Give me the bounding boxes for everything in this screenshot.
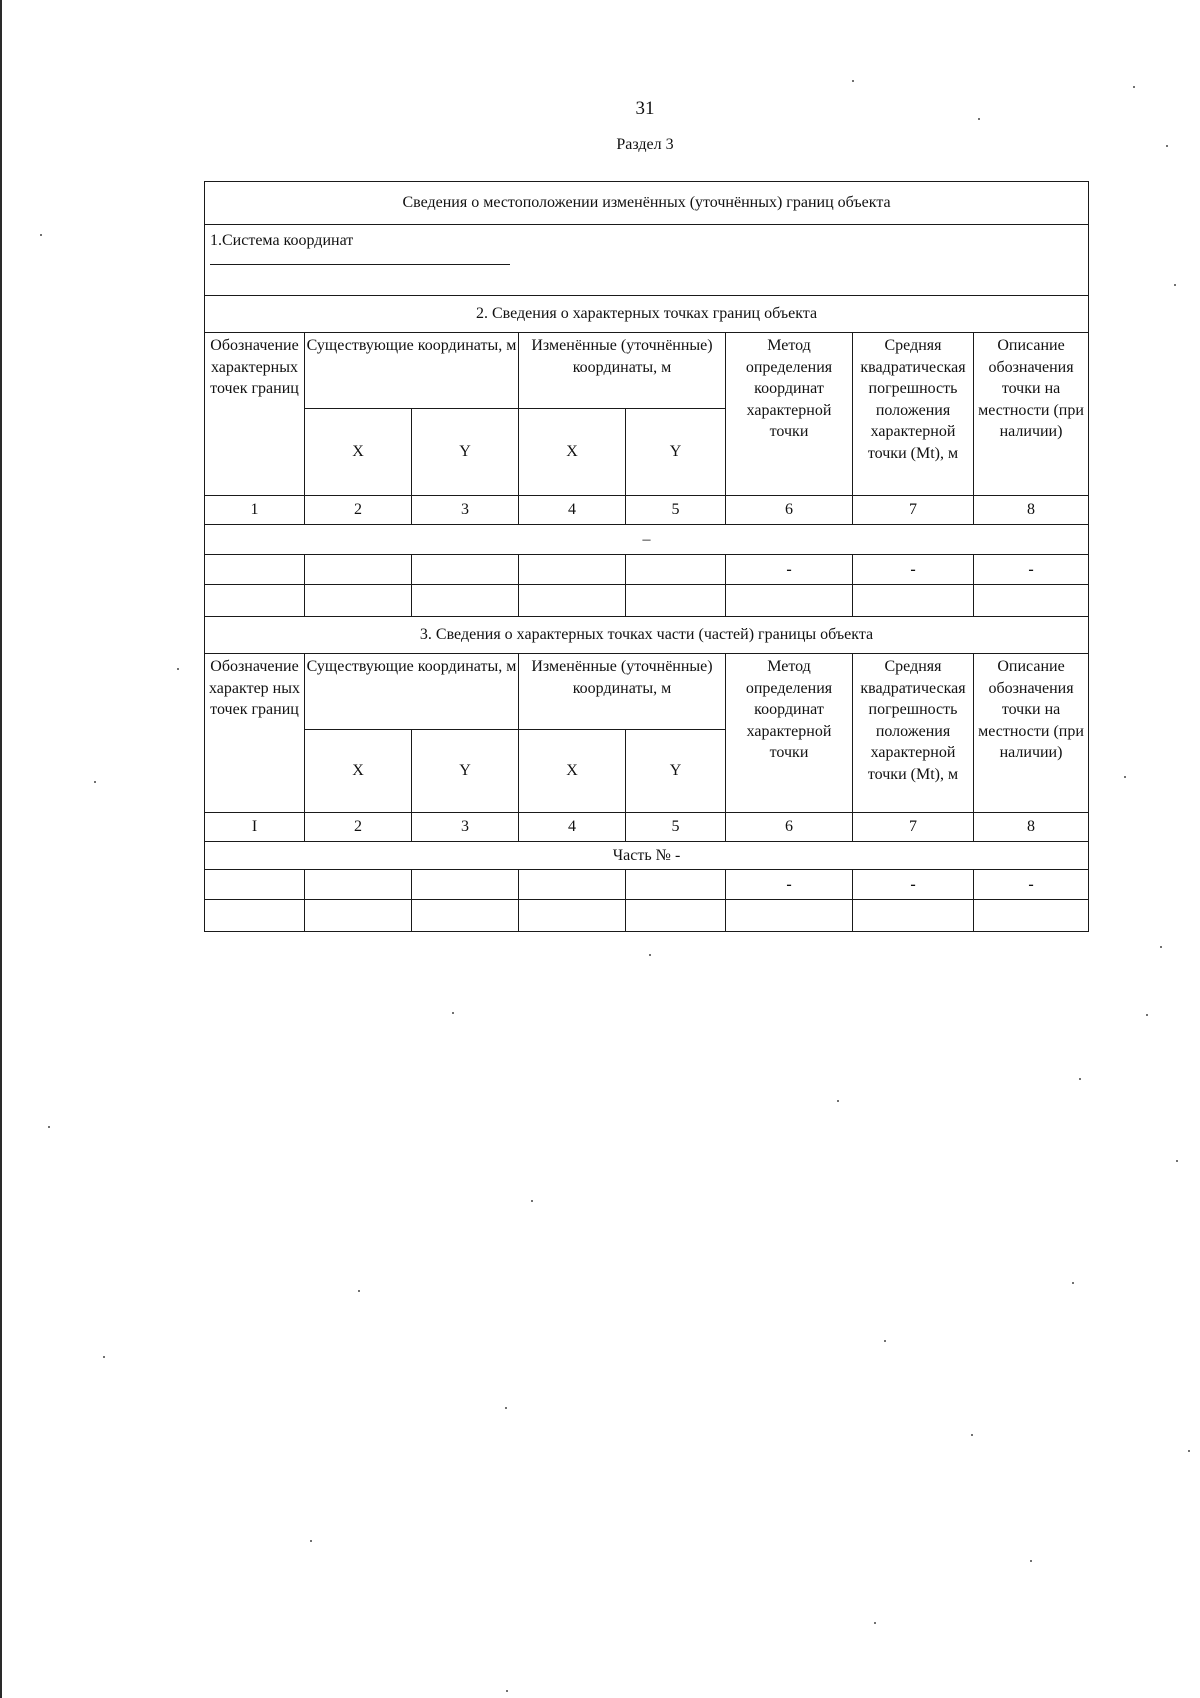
scan-speck [40, 234, 42, 236]
table-cell [205, 900, 305, 932]
table-cell-dash: - [853, 870, 974, 900]
scan-speck [874, 1622, 876, 1624]
scan-speck [358, 1290, 360, 1292]
s3-data-row [205, 870, 1089, 900]
s2-col-number: 1 [205, 496, 305, 525]
s3-col-existing-y: Y [412, 730, 519, 813]
scan-speck [506, 1690, 508, 1692]
s2-data-row [205, 555, 1089, 585]
s2-col-number: 5 [626, 496, 726, 525]
scan-speck [1124, 776, 1126, 778]
scan-speck [1079, 1078, 1081, 1080]
scan-speck [177, 668, 179, 670]
s3-col-method: Метод определения координат характерной точки [726, 654, 853, 813]
s2-separator-row: – [205, 525, 1089, 555]
scan-speck [1174, 284, 1176, 286]
boundary-form-table [204, 181, 1089, 932]
s3-column-numbers-row [205, 813, 1089, 842]
section-title: Раздел 3 [616, 136, 674, 153]
scan-speck [1030, 1560, 1032, 1562]
scan-speck [837, 1100, 839, 1102]
table-cell-dash: - [974, 870, 1089, 900]
scan-speck [505, 1407, 507, 1409]
scan-speck [978, 118, 980, 120]
table-cell [519, 555, 626, 585]
s2-col-number: 6 [726, 496, 853, 525]
coord-system-label: 1.Система координат [210, 232, 354, 249]
s2-col-number: 2 [305, 496, 412, 525]
table-cell [626, 900, 726, 932]
table-cell [853, 900, 974, 932]
table-cell [726, 585, 853, 617]
s2-col-number: 4 [519, 496, 626, 525]
table-cell [412, 555, 519, 585]
s3-col-number: 7 [853, 813, 974, 842]
section2-title: 2. Сведения о характерных точках границ объекта [205, 296, 1089, 333]
s2-col-changed-x: X [519, 409, 626, 496]
table-cell [974, 585, 1089, 617]
s3-col-number: 5 [626, 813, 726, 842]
scan-speck [884, 1340, 886, 1342]
scan-speck [1188, 1450, 1190, 1452]
scan-speck [1072, 1282, 1074, 1284]
scan-speck [452, 1012, 454, 1014]
table-cell [853, 585, 974, 617]
table-cell [305, 900, 412, 932]
s3-col-number: 4 [519, 813, 626, 842]
header-title: Сведения о местоположении изменённых (уточнённых) границ объекта [205, 182, 1089, 225]
s2-col-number: 8 [974, 496, 1089, 525]
table-cell [412, 585, 519, 617]
scan-speck [1133, 86, 1135, 88]
table-cell [412, 870, 519, 900]
table-cell [626, 555, 726, 585]
scan-speck [94, 781, 96, 783]
s2-col-existing-x: X [305, 409, 412, 496]
part-label: Часть № - [205, 842, 1089, 870]
s2-col-existing-coords: Существующие координаты, м [305, 333, 519, 409]
scan-speck [1160, 946, 1162, 948]
s3-col-existing-x: X [305, 730, 412, 813]
s3-col-description: Описание обозначения точки на местности (при наличии) [974, 654, 1089, 813]
table-cell-dash: - [974, 555, 1089, 585]
s3-col-number: 6 [726, 813, 853, 842]
s3-col-mean-square-error: Средняя квадратическая погрешность положения характерной точки (Mt), м [853, 654, 974, 813]
scan-speck [852, 80, 854, 82]
table-cell [974, 900, 1089, 932]
table-cell-dash: - [726, 555, 853, 585]
table-cell [519, 870, 626, 900]
s2-col-changed-y: Y [626, 409, 726, 496]
table-cell [305, 585, 412, 617]
scan-speck [649, 954, 651, 956]
table-cell [412, 900, 519, 932]
table-cell [205, 555, 305, 585]
s3-col-number: 3 [412, 813, 519, 842]
s2-col-changed-coords: Изменённые (уточнённые) координаты, м [519, 333, 726, 409]
coord-system-blank-line [210, 264, 510, 265]
scan-speck [103, 1356, 105, 1358]
s3-data-row [205, 900, 1089, 932]
table-cell [205, 870, 305, 900]
s3-col-changed-coords: Изменённые (уточнённые) координаты, м [519, 654, 726, 730]
page-number: 31 [635, 98, 655, 119]
table-cell [519, 585, 626, 617]
s3-col-point-designation: Обозначение характер ных точек границ [205, 654, 305, 813]
s3-col-number: 2 [305, 813, 412, 842]
s2-col-point-designation: Обозначение характерных точек границ [205, 333, 305, 496]
table-cell [305, 870, 412, 900]
scan-speck [1176, 1160, 1178, 1162]
s3-col-changed-x: X [519, 730, 626, 813]
scan-speck [971, 1434, 973, 1436]
section3-title: 3. Сведения о характерных точках части (частей) границы объекта [205, 617, 1089, 654]
s2-col-description: Описание обозначения точки на местности (при наличии) [974, 333, 1089, 496]
coord-system-cell [205, 225, 1089, 296]
s2-col-number: 3 [412, 496, 519, 525]
scan-speck [48, 1126, 50, 1128]
table-cell-dash: - [853, 555, 974, 585]
s2-data-row [205, 585, 1089, 617]
table-cell [626, 870, 726, 900]
scan-speck [1166, 145, 1168, 147]
table-cell [726, 900, 853, 932]
s2-col-method: Метод определения координат характерной точки [726, 333, 853, 496]
table-cell [205, 585, 305, 617]
s3-col-number: I [205, 813, 305, 842]
scan-speck [1146, 1014, 1148, 1016]
s3-col-changed-y: Y [626, 730, 726, 813]
table-cell [626, 585, 726, 617]
table-cell [305, 555, 412, 585]
s2-col-existing-y: Y [412, 409, 519, 496]
s2-column-numbers-row [205, 496, 1089, 525]
s3-col-existing-coords: Существующие координаты, м [305, 654, 519, 730]
s2-col-number: 7 [853, 496, 974, 525]
s2-col-mean-square-error: Средняя квадратическая погрешность положения характерной точки (Mt), м [853, 333, 974, 496]
page-left-edge [0, 0, 2, 1698]
s3-col-number: 8 [974, 813, 1089, 842]
table-cell-dash: - [726, 870, 853, 900]
scan-speck [531, 1200, 533, 1202]
table-cell [519, 900, 626, 932]
scan-speck [310, 1540, 312, 1542]
